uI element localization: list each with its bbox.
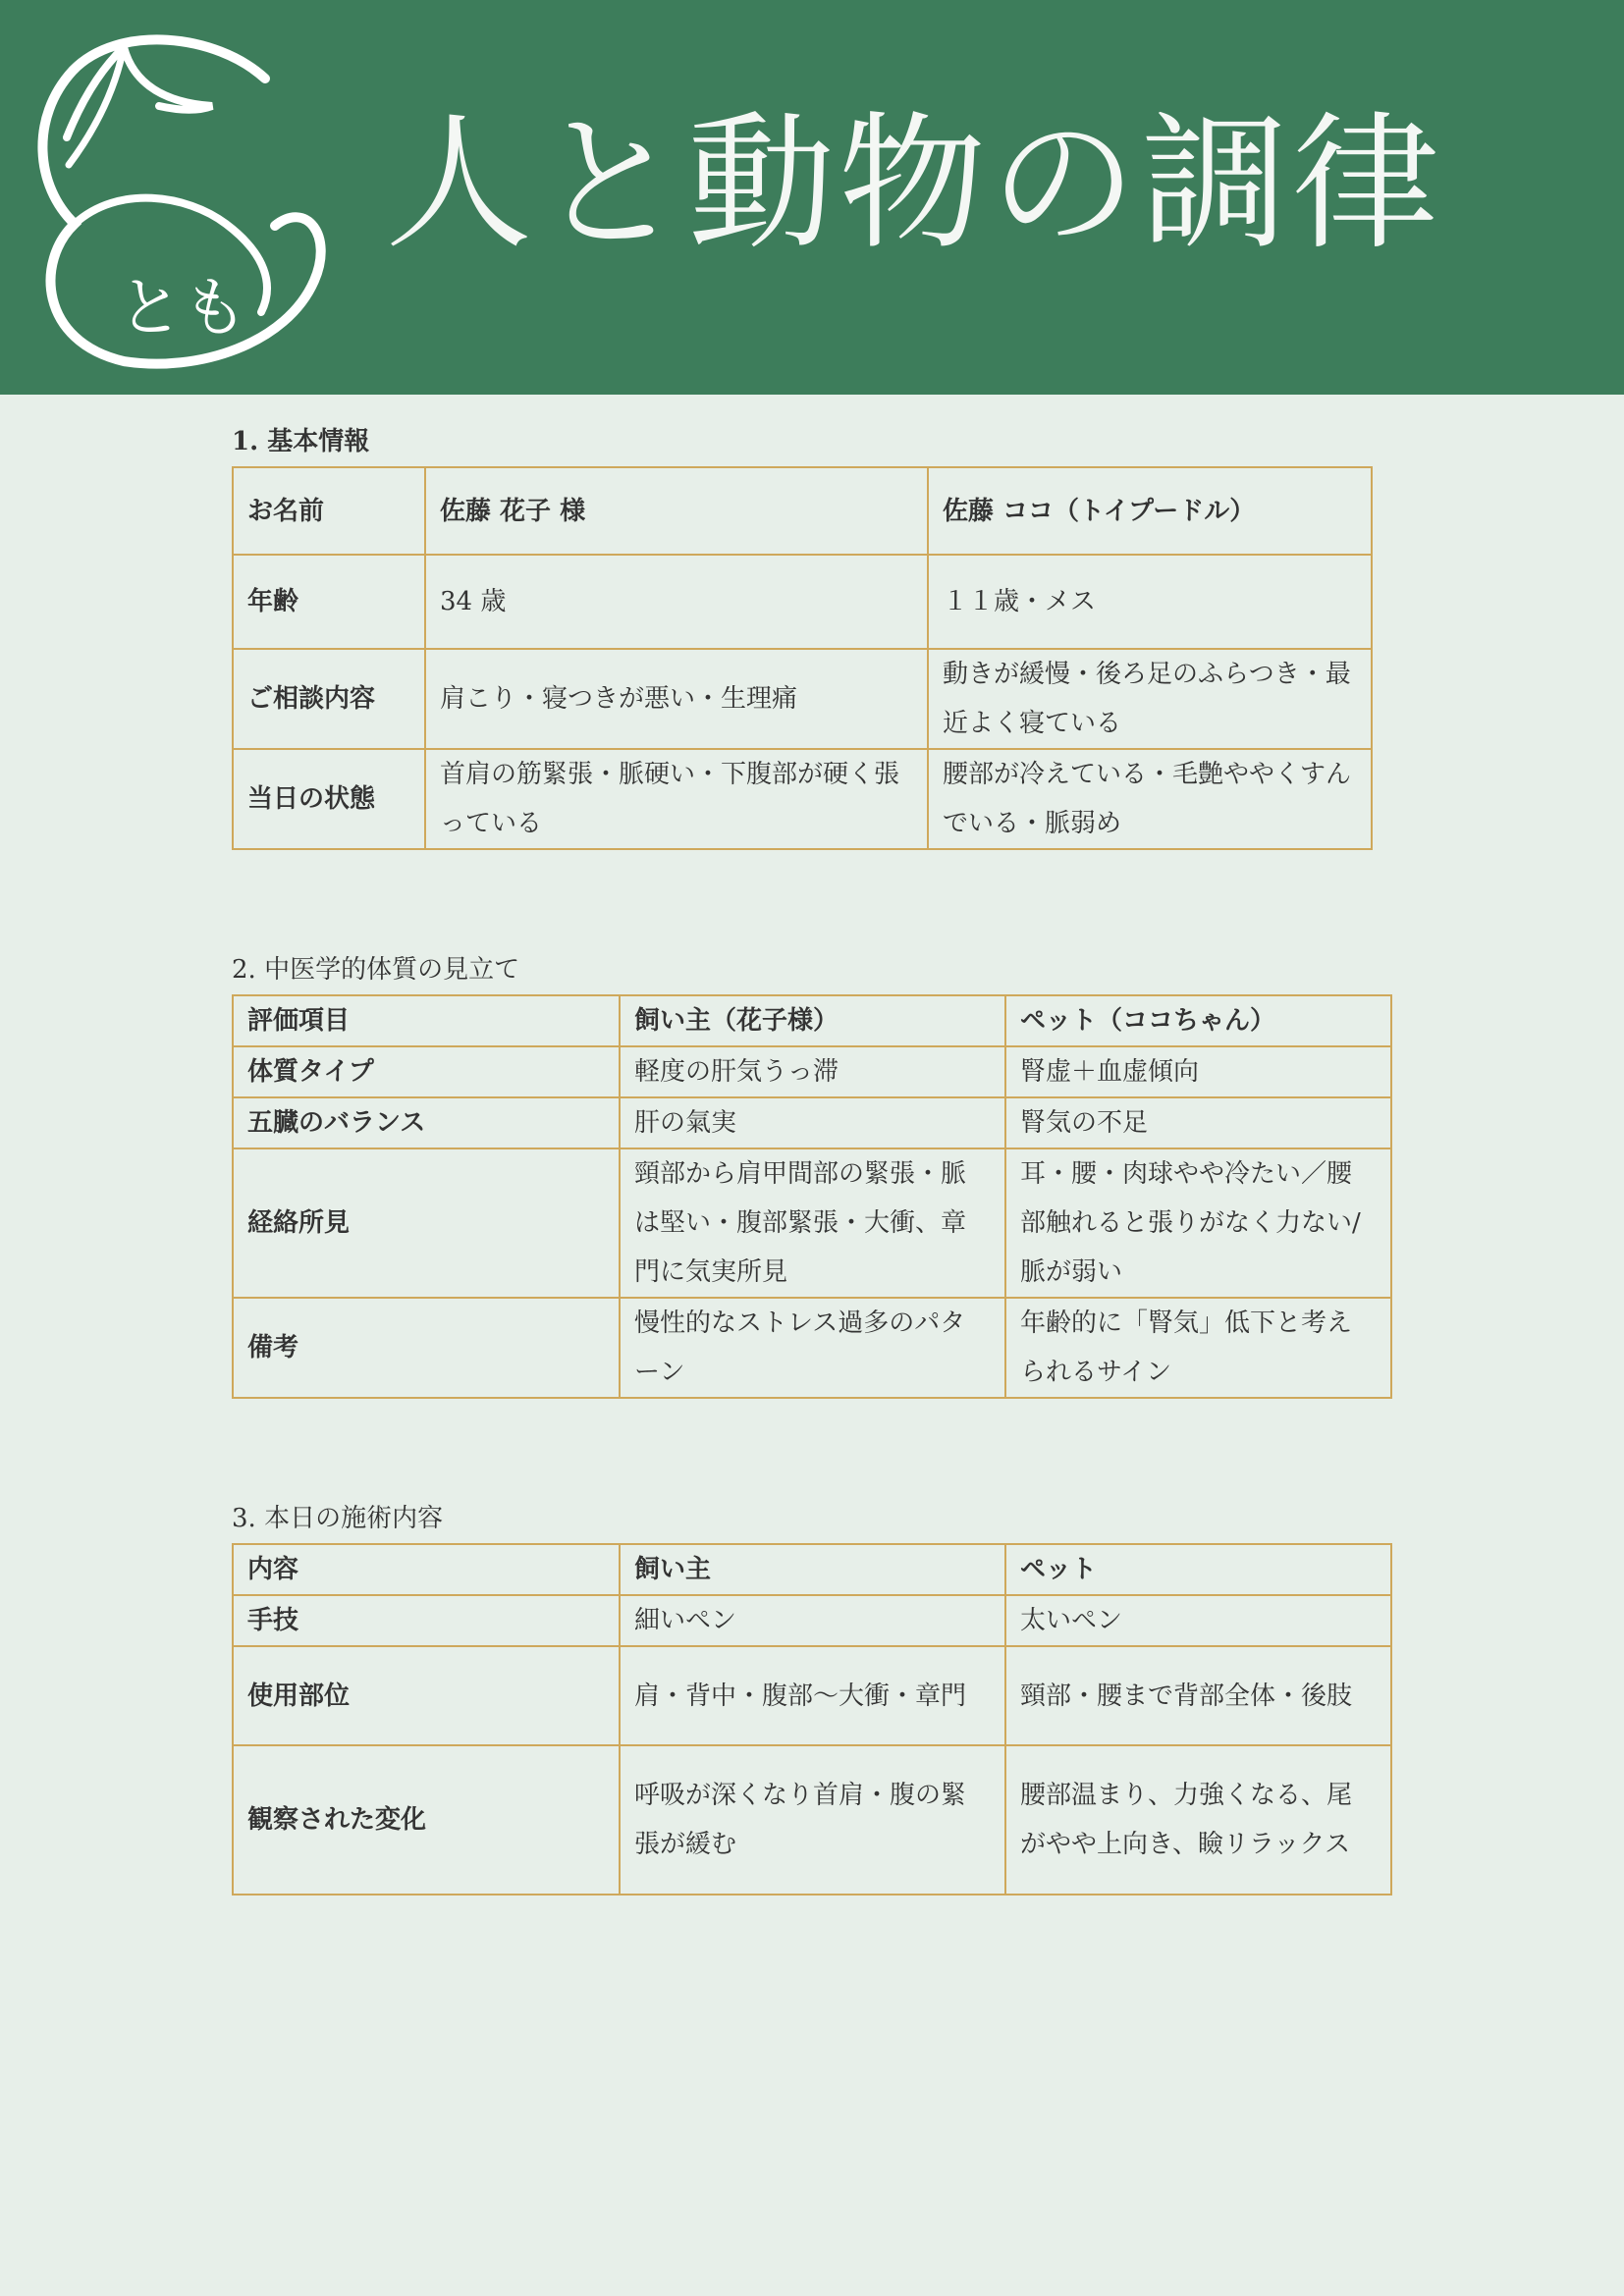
constitution-table — [232, 994, 1392, 1399]
table-cell: 体質タイプ — [233, 1046, 620, 1097]
table-row — [233, 1097, 1391, 1148]
table-row — [233, 1298, 1391, 1398]
table-cell: 佐藤 ココ（トイプードル） — [928, 467, 1372, 555]
table-cell: 年齢的に「腎気」低下と考えられるサイン — [1005, 1298, 1391, 1398]
table-cell: 備考 — [233, 1298, 620, 1398]
table-row — [233, 555, 1372, 649]
table-cell: 頸部から肩甲間部の緊張・脈は堅い・腹部緊張・大衝、章門に気実所見 — [620, 1148, 1005, 1298]
table-cell: 頸部・腰まで背部全体・後肢 — [1005, 1646, 1391, 1745]
table-cell: お名前 — [233, 467, 425, 555]
table-row — [233, 1046, 1391, 1097]
table-cell: 腎気の不足 — [1005, 1097, 1391, 1148]
table-header-cell: 評価項目 — [233, 995, 620, 1046]
table-cell: 動きが緩慢・後ろ足のふらつき・最近よく寝ている — [928, 649, 1372, 749]
table-cell: 手技 — [233, 1595, 620, 1646]
table-cell: 五臓のバランス — [233, 1097, 620, 1148]
table-cell: 慢性的なストレス過多のパターン — [620, 1298, 1005, 1398]
table-cell: 耳・腰・肉球やや冷たい／腰部触れると張りがなく力ない/脈が弱い — [1005, 1148, 1391, 1298]
table-row — [233, 749, 1372, 849]
logo-text: とも — [118, 270, 247, 346]
table-row — [233, 1595, 1391, 1646]
page-header — [0, 0, 1624, 395]
table-cell: 当日の状態 — [233, 749, 425, 849]
section-2-title: 2. 中医学的体質の見立て — [232, 955, 520, 985]
table-header-cell: ペット — [1005, 1544, 1391, 1595]
table-cell: 腰部が冷えている・毛艶ややくすんでいる・脈弱め — [928, 749, 1372, 849]
table-cell: 肩・背中・腹部～大衝・章門 — [620, 1646, 1005, 1745]
table-row — [233, 1646, 1391, 1745]
table-header-cell: 飼い主 — [620, 1544, 1005, 1595]
table-row — [233, 649, 1372, 749]
table-cell: 34 歳 — [425, 555, 928, 649]
section-1-title: 1. 基本情報 — [232, 427, 370, 456]
basic-info-table — [232, 466, 1373, 850]
table-cell: 腎虚＋血虚傾向 — [1005, 1046, 1391, 1097]
table-cell: 細いペン — [620, 1595, 1005, 1646]
table-cell: 肩こり・寝つきが悪い・生理痛 — [425, 649, 928, 749]
brand-title: 人と動物の調律 — [385, 99, 1444, 270]
section-3-title: 3. 本日の施術内容 — [232, 1504, 444, 1533]
table-cell: 呼吸が深くなり首肩・腹の緊張が緩む — [620, 1745, 1005, 1895]
table-cell: 腰部温まり、力強くなる、尾がやや上向き、瞼リラックス — [1005, 1745, 1391, 1895]
table-cell: １１歳・メス — [928, 555, 1372, 649]
table-cell: 年齢 — [233, 555, 425, 649]
table-row — [233, 467, 1372, 555]
table-header-cell: 飼い主（花子様） — [620, 995, 1005, 1046]
table-cell: ご相談内容 — [233, 649, 425, 749]
table-cell: 太いペン — [1005, 1595, 1391, 1646]
table-header-cell: ペット（ココちゃん） — [1005, 995, 1391, 1046]
table-cell: 佐藤 花子 様 — [425, 467, 928, 555]
table-cell: 軽度の肝気うっ滞 — [620, 1046, 1005, 1097]
table-cell: 首肩の筋緊張・脈硬い・下腹部が硬く張っている — [425, 749, 928, 849]
table-row — [233, 1148, 1391, 1298]
treatment-table — [232, 1543, 1392, 1896]
table-header-row — [233, 995, 1391, 1046]
table-cell: 使用部位 — [233, 1646, 620, 1745]
table-cell: 観察された変化 — [233, 1745, 620, 1895]
table-row — [233, 1745, 1391, 1895]
tomo-logo — [29, 27, 363, 371]
table-header-row — [233, 1544, 1391, 1595]
table-header-cell: 内容 — [233, 1544, 620, 1595]
table-cell: 経絡所見 — [233, 1148, 620, 1298]
table-cell: 肝の氣実 — [620, 1097, 1005, 1148]
